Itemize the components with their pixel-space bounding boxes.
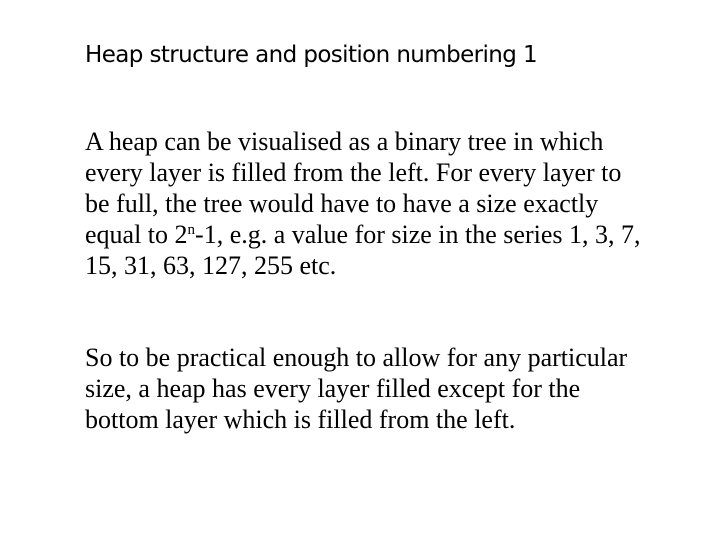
paragraph1-line-3: be full, the tree would have to have a size exactly bbox=[85, 189, 599, 218]
slide-title: Heap structure and position numbering 1 bbox=[85, 42, 538, 68]
paragraph1-line-4 bbox=[85, 219, 705, 250]
paragraph-heap-definition bbox=[85, 126, 705, 281]
paragraph1-line-1: A heap can be visualised as a binary tree in which bbox=[85, 127, 604, 156]
paragraph1-line-2: every layer is filled from the left. For every layer to bbox=[85, 158, 622, 187]
exponent-superscript: n bbox=[187, 222, 196, 238]
paragraph2-line-3: bottom layer which is filled from the left. bbox=[85, 405, 516, 434]
equation-prefix: equal to 2 bbox=[85, 220, 188, 249]
paragraph-practical-heap bbox=[85, 342, 705, 435]
equation-suffix: -1, e.g. a value for size in the series 1, 3, 7, bbox=[195, 220, 641, 249]
paragraph2-line-2: size, a heap has every layer filled except for the bbox=[85, 374, 581, 403]
paragraph1-line-5: 15, 31, 63, 127, 255 etc. bbox=[85, 251, 337, 280]
paragraph2-line-1: So to be practical enough to allow for any particular bbox=[85, 343, 628, 372]
